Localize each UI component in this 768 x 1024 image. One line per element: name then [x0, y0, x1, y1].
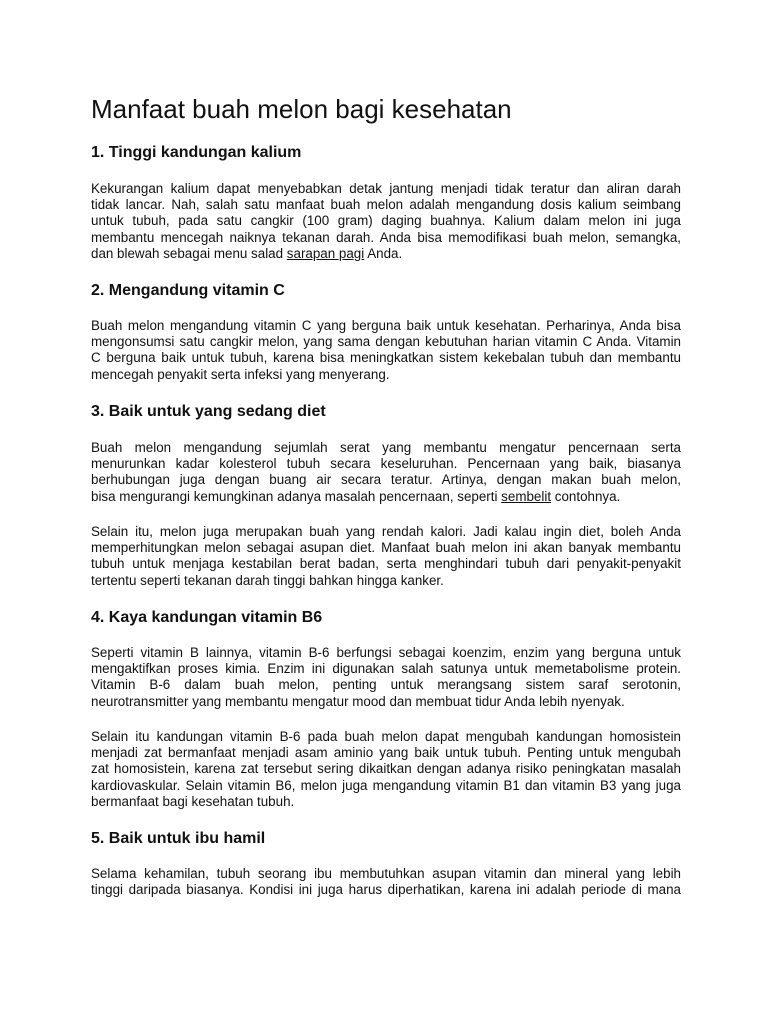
- sembelit-link[interactable]: sembelit: [501, 488, 552, 504]
- text-line: Seperti vitamin B lainnya, vitamin B-6 berfungsi sebagai koenzim, enzim yang berguna untuk: [91, 645, 681, 660]
- paragraph: [91, 181, 681, 262]
- text-line: mengonsumsi satu cangkir melon, yang sama dengan kebutuhan harian vitamin C Anda. Vitamin: [91, 334, 681, 350]
- text-line: zat homosistein, karena zat tersebut sering dikaitkan dengan adanya risiko peningkatan masalah: [91, 761, 681, 777]
- text-line: bermanfaat bagi kesehatan tubuh.: [91, 793, 295, 809]
- paragraph: [91, 729, 681, 810]
- text-line: neurotransmitter yang membantu mengatur mood dan membuat tidur Anda lebih nyenyak.: [91, 693, 625, 709]
- text-line: untuk tubuh, pada satu cangkir (100 gram) daging buahnya. Kalium dalam melon ini juga: [91, 213, 681, 229]
- paragraph: [91, 440, 681, 505]
- text-line: tidak lancar. Nah, salah satu manfaat buah melon adalah mengandung dosis kalium seimbang: [91, 197, 681, 213]
- text-segment: dan blewah sebagai menu salad: [91, 245, 287, 261]
- text-line: kardiovaskular. Selain vitamin B6, melon juga mengandung vitamin B1 dan vitamin B3 yang juga: [91, 777, 681, 793]
- text-line: tinggi daripada biasanya. Kondisi ini juga harus diperhatikan, karena ini adalah periode di mana: [91, 882, 681, 898]
- text-line: Selain itu kandungan vitamin B-6 pada buah melon dapat mengubah kandungan homosistein: [91, 729, 681, 744]
- text-line: berhubungan juga dengan buang air secara teratur. Artinya, dengan makan buah melon,: [91, 472, 681, 488]
- text-line: Selama kehamilan, tubuh seorang ibu membutuhkan asupan vitamin dan mineral yang lebih: [91, 866, 681, 881]
- text-line: C berguna baik untuk tubuh, karena bisa meningkatkan sistem kekebalan tubuh dan membantu: [91, 350, 681, 366]
- text-line: Buah melon mengandung sejumlah serat yang membantu mengatur pencernaan serta: [91, 440, 681, 455]
- text-line: tertentu seperti tekanan darah tinggi bahkan hingga kanker.: [91, 572, 444, 588]
- text-line: menurunkan kadar kolesterol tubuh secara keseluruhan. Pencernaan yang baik, biasanya: [91, 456, 681, 472]
- text-line: [91, 489, 681, 505]
- text-line: Vitamin B-6 dalam buah melon, penting untuk merangsang sistem saraf serotonin,: [91, 677, 681, 693]
- text-line: memperhitungkan melon sebagai asupan diet. Manfaat buah melon ini akan banyak membantu: [91, 540, 681, 556]
- section-heading: 3. Baik untuk yang sedang diet: [91, 403, 326, 420]
- text-line: Kekurangan kalium dapat menyebabkan detak jantung menjadi tidak teratur dan aliran darah: [91, 181, 681, 196]
- page-title: Manfaat buah melon bagi kesehatan: [91, 94, 512, 124]
- text-line: menjadi zat bermanfaat menjadi asam aminio yang baik untuk tubuh. Penting untuk mengubah: [91, 745, 681, 761]
- text-line: mengaktifkan proses kimia. Enzim ini digunakan salah satunya untuk memetabolisme protein.: [91, 661, 681, 677]
- sarapan-pagi-link[interactable]: sarapan pagi: [286, 245, 365, 261]
- paragraph: [91, 318, 681, 383]
- text-line: membantu mencegah naiknya tekanan darah. Anda bisa memodifikasi buah melon, semangka,: [91, 229, 681, 245]
- section-heading: 4. Kaya kandungan vitamin B6: [91, 609, 323, 626]
- text-line: tubuh untuk menjaga kestabilan berat badan, serta menghindari tubuh dari penyakit-penyakit: [91, 556, 681, 572]
- section-heading: 5. Baik untuk ibu hamil: [91, 830, 266, 847]
- section-heading: 2. Mengandung vitamin C: [91, 282, 285, 299]
- text-line: Selain itu, melon juga merupakan buah yang rendah kalori. Jadi kalau ingin diet, boleh Anda: [91, 524, 681, 539]
- text-line: Buah melon mengandung vitamin C yang berguna baik untuk kesehatan. Perharinya, Anda bisa: [91, 318, 681, 333]
- text-line: mencegah penyakit serta infeksi yang menyerang.: [91, 366, 390, 382]
- text-segment: bisa mengurangi kemungkinan adanya masalah pencernaan, seperti: [91, 488, 502, 504]
- text-segment: contohnya.: [551, 488, 621, 504]
- paragraph: [91, 645, 681, 710]
- paragraph: [91, 866, 681, 898]
- section-heading: 1. Tinggi kandungan kalium: [91, 144, 302, 161]
- text-line: [91, 246, 681, 262]
- paragraph: [91, 524, 681, 589]
- text-segment: Anda.: [364, 245, 403, 261]
